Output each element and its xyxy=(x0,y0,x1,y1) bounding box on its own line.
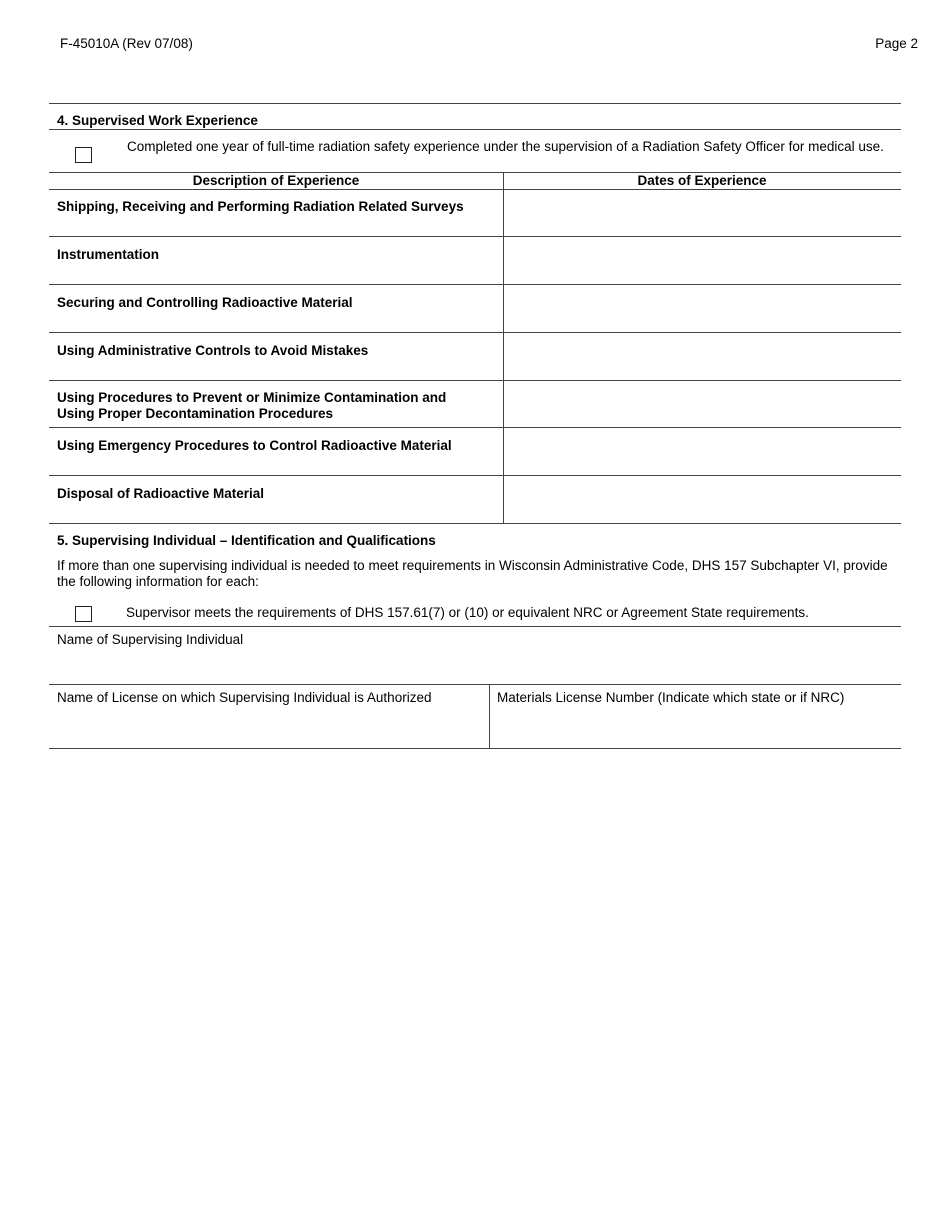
experience-dates-field[interactable] xyxy=(504,333,900,380)
license-name-label: Name of License on which Supervising Individual is Authorized xyxy=(57,690,432,705)
divider xyxy=(49,626,901,627)
divider xyxy=(49,684,901,685)
supervisor-requirements-checkbox-label: Supervisor meets the requirements of DHS 157.61(7) or (10) or equivalent NRC or Agreement State requirements. xyxy=(126,605,809,620)
supervising-individual-name-label: Name of Supervising Individual xyxy=(57,632,244,647)
license-number-field[interactable] xyxy=(491,708,901,747)
experience-dates-field[interactable] xyxy=(504,237,900,284)
supervised-experience-checkbox[interactable] xyxy=(75,147,92,163)
column-header-dates: Dates of Experience xyxy=(637,173,767,188)
form-id: F-45010A (Rev 07/08) xyxy=(60,36,193,51)
supervised-experience-checkbox-label: Completed one year of full-time radiation safety experience under the supervision of a Radiation Safety Officer for medical use. xyxy=(127,139,884,154)
table-bottom-border xyxy=(49,523,901,524)
experience-dates-field[interactable] xyxy=(504,428,900,475)
experience-dates-field[interactable] xyxy=(504,381,900,427)
section-5-intro: If more than one supervising individual is needed to meet requirements in Wisconsin Administrative Code, DHS 157 Subchapter VI, provide the following information for each: xyxy=(57,558,888,589)
experience-row-label: Securing and Controlling Radioactive Material xyxy=(57,295,353,310)
license-number-label: Materials License Number (Indicate which state or if NRC) xyxy=(497,690,845,705)
experience-dates-field[interactable] xyxy=(504,476,900,523)
supervising-individual-name-field[interactable] xyxy=(49,650,901,683)
license-name-field[interactable] xyxy=(49,708,487,747)
experience-dates-field[interactable] xyxy=(504,190,900,236)
section-4-title: 4. Supervised Work Experience xyxy=(57,113,258,128)
divider xyxy=(49,103,901,104)
page-number: Page 2 xyxy=(875,36,918,51)
experience-row-label: Instrumentation xyxy=(57,247,160,262)
experience-row-label: Using Administrative Controls to Avoid Mistakes xyxy=(57,343,369,358)
divider xyxy=(49,129,901,130)
section-5-title: 5. Supervising Individual – Identification and Qualifications xyxy=(57,533,436,548)
divider xyxy=(49,748,901,749)
supervisor-requirements-checkbox[interactable] xyxy=(75,606,92,622)
experience-row-label: Shipping, Receiving and Performing Radiation Related Surveys xyxy=(57,199,464,214)
column-divider xyxy=(489,684,490,748)
experience-row-label: Using Procedures to Prevent or Minimize Contamination and Using Proper Decontamination Procedures xyxy=(57,390,447,421)
experience-row-label: Using Emergency Procedures to Control Radioactive Material xyxy=(57,438,452,453)
column-header-description: Description of Experience xyxy=(192,173,360,188)
experience-dates-field[interactable] xyxy=(504,285,900,332)
experience-row-label: Disposal of Radioactive Material xyxy=(57,486,265,501)
